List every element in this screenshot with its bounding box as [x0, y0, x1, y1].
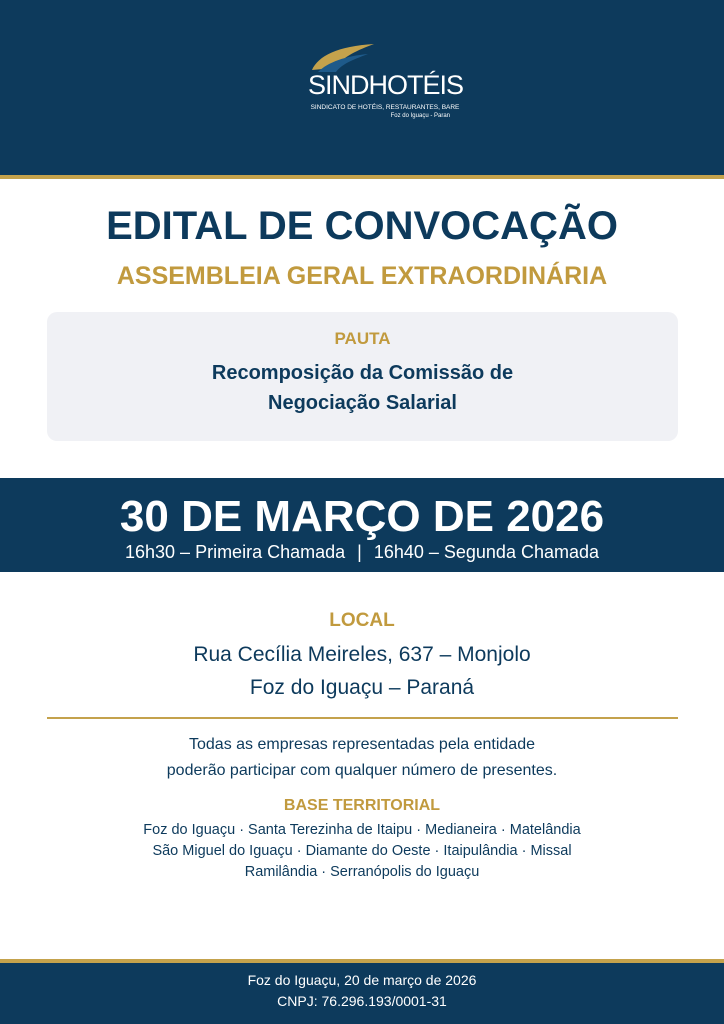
footer-date: Foz do Iguaçu, 20 de março de 2026 [247, 972, 477, 988]
date-band [0, 478, 724, 572]
cities-line-3: Ramilândia · Serranópolis do Iguaçu [244, 864, 480, 880]
meeting-times [0, 542, 724, 563]
gold-divider-top [0, 175, 724, 179]
footer-band [0, 963, 724, 1024]
logo-subtitle: SINDICATO DE HOTÉIS, RESTAURANTES, BARE [310, 104, 460, 111]
pauta-line-2: Negociação Salarial [268, 392, 457, 414]
logo-location: Foz do Iguaçu - Paran [390, 113, 450, 119]
local-label: LOCAL [329, 610, 395, 631]
second-call-time: 16h40 – Segunda Chamada [373, 542, 599, 562]
info-line-2: poderão participar com qualquer número de presentes. [166, 762, 558, 779]
pauta-text [47, 358, 678, 418]
header-band [0, 0, 724, 175]
first-call-time: 16h30 – Primeira Chamada [125, 542, 346, 562]
info-line-1: Todas as empresas representadas pela entidade [189, 736, 535, 753]
address-line-1: Rua Cecília Meireles, 637 – Monjolo [193, 643, 531, 666]
sindhoteis-logo [300, 40, 470, 130]
gold-divider [47, 717, 678, 719]
notice-subtitle: ASSEMBLEIA GERAL EXTRAORDINÁRIA [116, 262, 608, 290]
footer-cnpj: CNPJ: 76.296.193/0001-31 [277, 993, 447, 1009]
cities-line-1: Foz do Iguaçu · Santa Terezinha de Itaipu · Medianeira · Matelândia [143, 822, 581, 838]
pauta-box [47, 312, 678, 441]
cities-line-2: São Miguel do Iguaçu · Diamante do Oeste · Itaipulândia · Missal [152, 843, 572, 859]
meeting-date: 30 DE MARÇO DE 2026 [119, 492, 605, 541]
time-separator: | [357, 542, 362, 562]
logo-wordmark: SINDHOTÉIS [308, 70, 464, 100]
pauta-label: PAUTA [334, 329, 391, 348]
address-line-2: Foz do Iguaçu – Paraná [249, 676, 475, 699]
base-territorial-label: BASE TERRITORIAL [283, 797, 441, 814]
notice-title: EDITAL DE CONVOCAÇÃO [106, 204, 618, 248]
pauta-line-1: Recomposição da Comissão de [211, 362, 514, 384]
